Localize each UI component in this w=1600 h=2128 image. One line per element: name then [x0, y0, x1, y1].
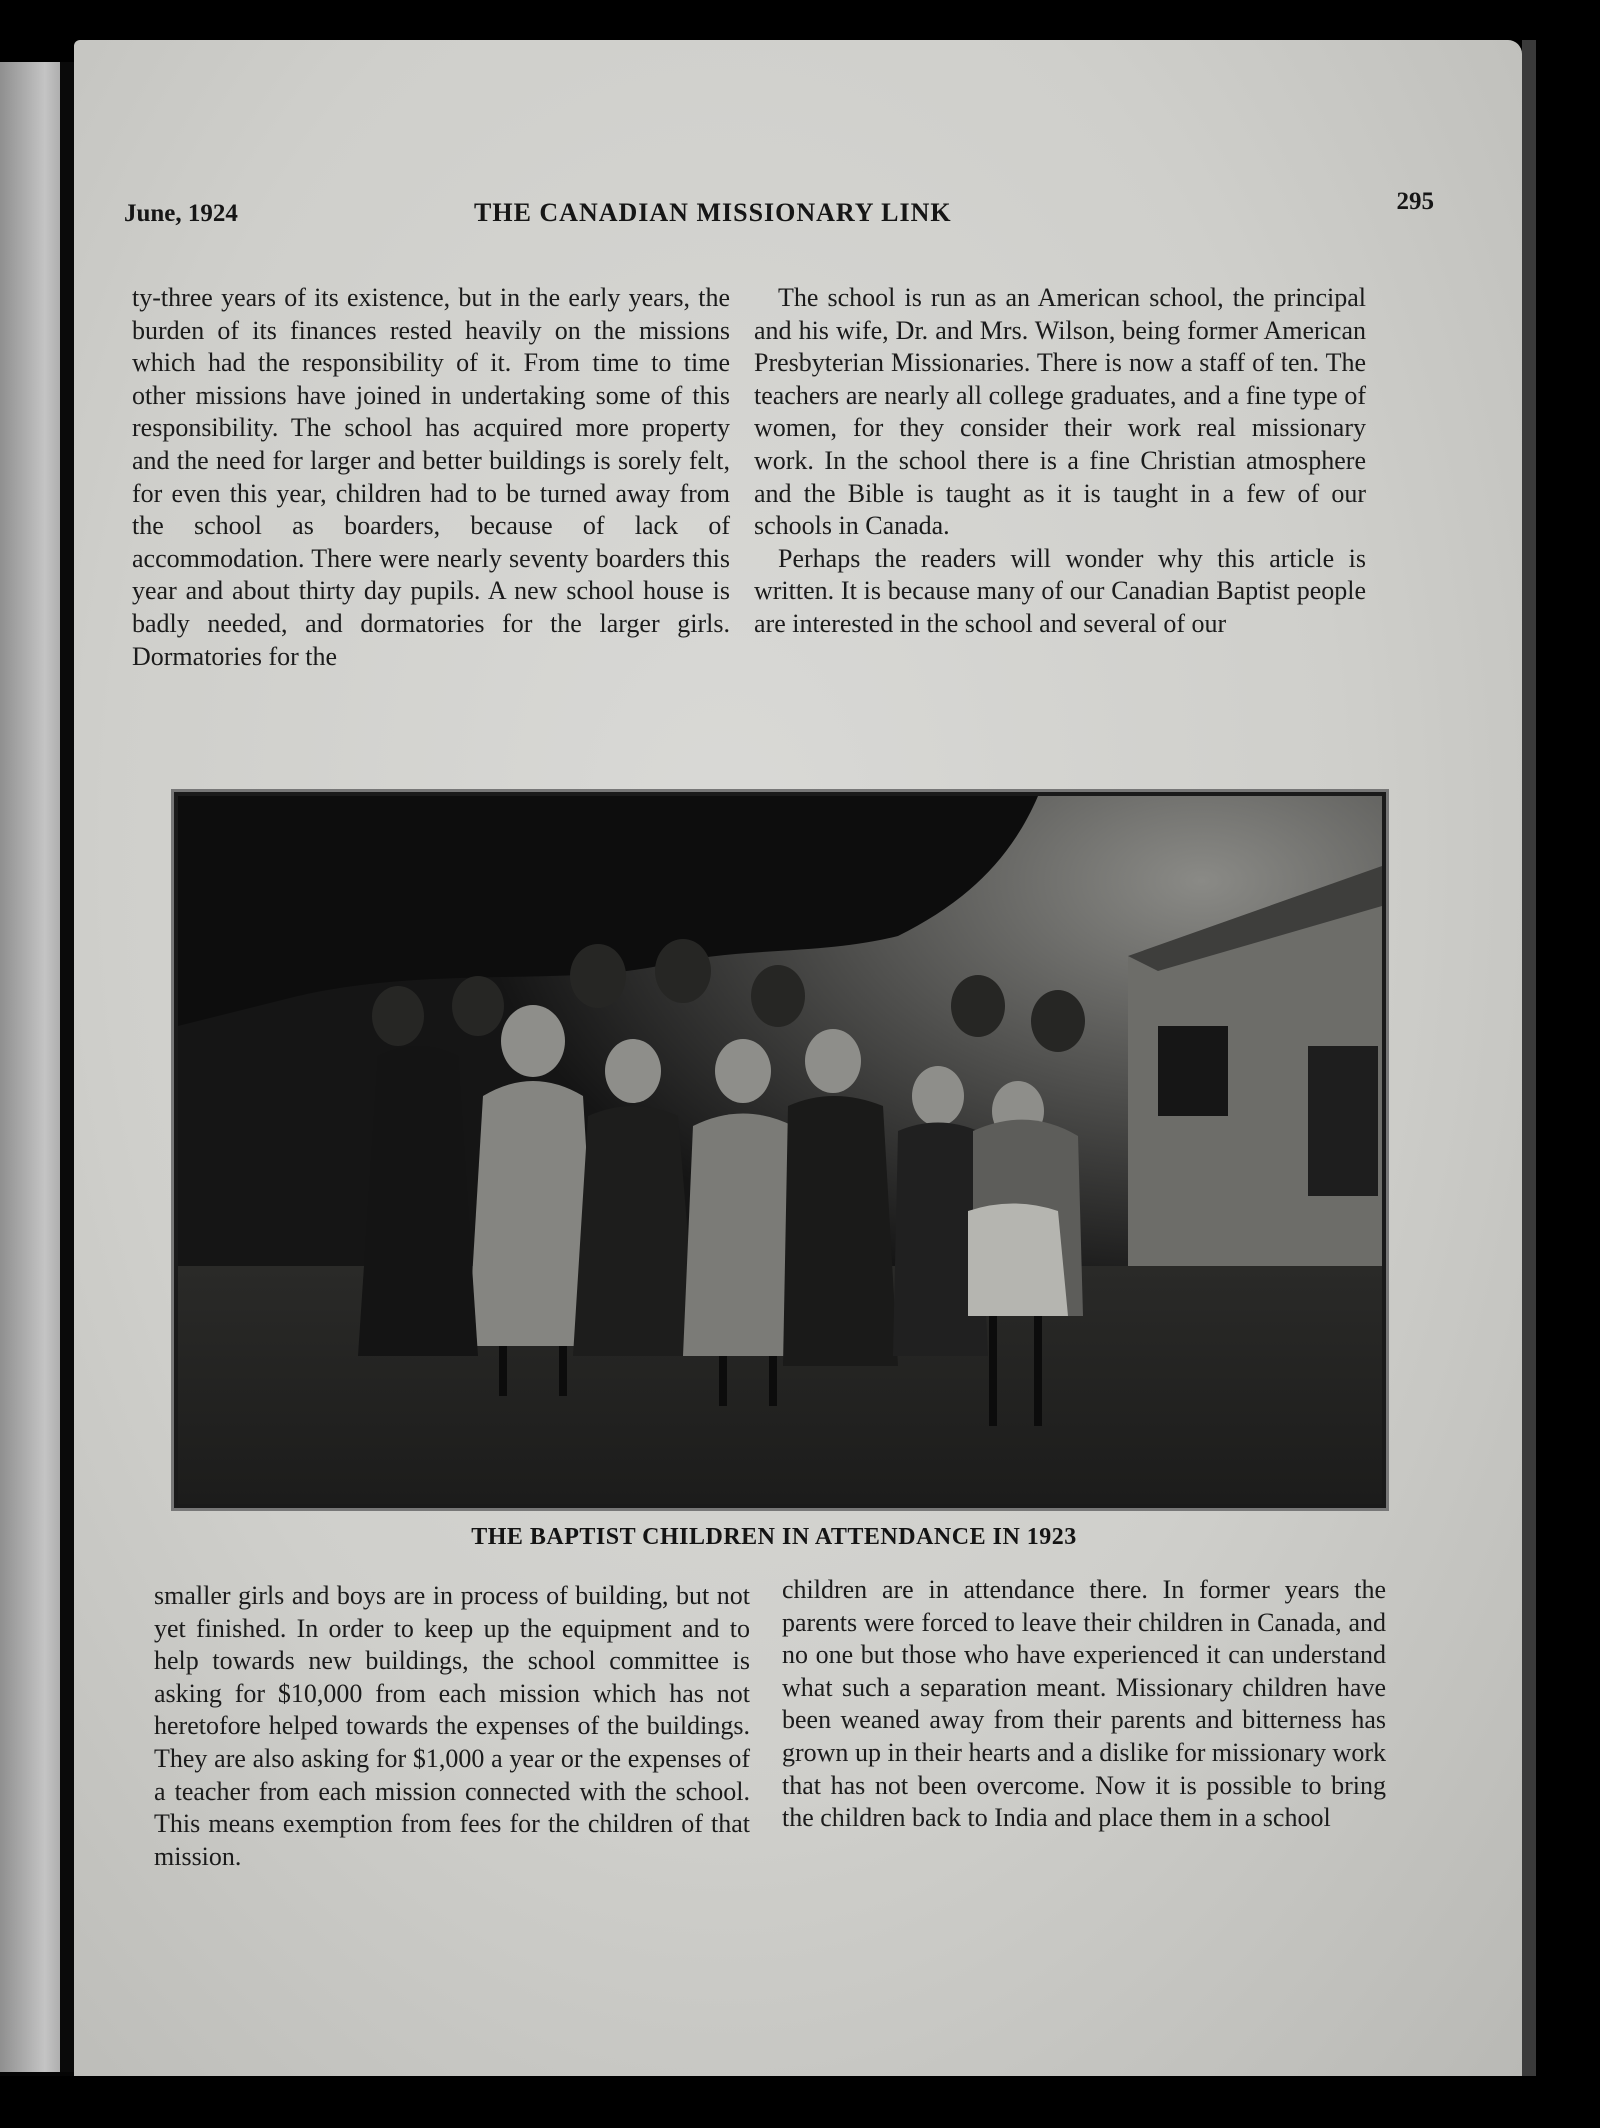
photo-illustration: [178, 796, 1382, 1504]
scan-border-right: [1536, 0, 1600, 2128]
scan-border-bottom: [0, 2076, 1600, 2128]
running-header: [124, 188, 1434, 228]
article-column-top-right: [754, 282, 1366, 641]
page-edge-shadow: [1522, 40, 1536, 2080]
magazine-page: [74, 40, 1522, 2076]
article-column-bottom-left: [154, 1580, 750, 1873]
photo-caption: THE BAPTIST CHILDREN IN ATTENDANCE IN 1923: [471, 1524, 1077, 1550]
article-column-top-left: [132, 282, 730, 673]
group-photograph: [174, 792, 1386, 1508]
page-number: 295: [1396, 188, 1434, 215]
paragraph: The school is run as an American school, the principal and his wife, Dr. and Mrs. Wilson, being former American Presbyterian Missionaries. There is now a staff of ten. The teachers are nearly all college graduates, and a fine type of women, for they consider their work real missionary work. In the school there is a fine Christian atmosphere and the Bible is taught as it is taught in a few of our schools in Canada.: [754, 283, 1366, 541]
paragraph: Perhaps the readers will wonder why this article is written. It is because many of our Canadian Baptist people are interested in the school and several of our: [754, 543, 1366, 638]
paragraph: children are in attendance there. In former years the parents were forced to leave their children in Canada, and no one but those who have experienced it can understand what such a separation meant. Missionary children have been weaned away from their parents and bitterness has grown up in their hearts and a dislike for missionary work that has not been overcome. Now it is possible to bring the children back to India and place them in a school: [782, 1575, 1386, 1833]
paragraph: ty-three years of its existence, but in the early years, the burden of its finances rested heavily on the missions which had the responsibility of it. From time to time other missions have joined in undertaking some of this responsibility. The school has acquired more property and the need for larger and better buildings is sorely felt, for even this year, children had to be turned away from the school as boarders, because of lack of accommodation. There were nearly seventy boarders this year and about thirty day pupils. A new school house is badly needed, and dormatories for the larger girls. Dormatories for the: [132, 283, 730, 671]
adjacent-page-edge: [0, 62, 64, 2072]
issue-date: June, 1924: [124, 200, 238, 227]
journal-title: THE CANADIAN MISSIONARY LINK: [474, 198, 952, 227]
paragraph: smaller girls and boys are in process of building, but not yet finished. In order to keep up the equipment and to help towards new buildings, the school committee is asking for $10,000 from each mission which has not heretofore helped towards the expenses of the buildings. They are also asking for $1,000 a year or the expenses of a teacher from each mission connected with the school. This means exemption from fees for the children of that mission.: [154, 1581, 750, 1871]
article-column-bottom-right: [782, 1574, 1386, 1835]
